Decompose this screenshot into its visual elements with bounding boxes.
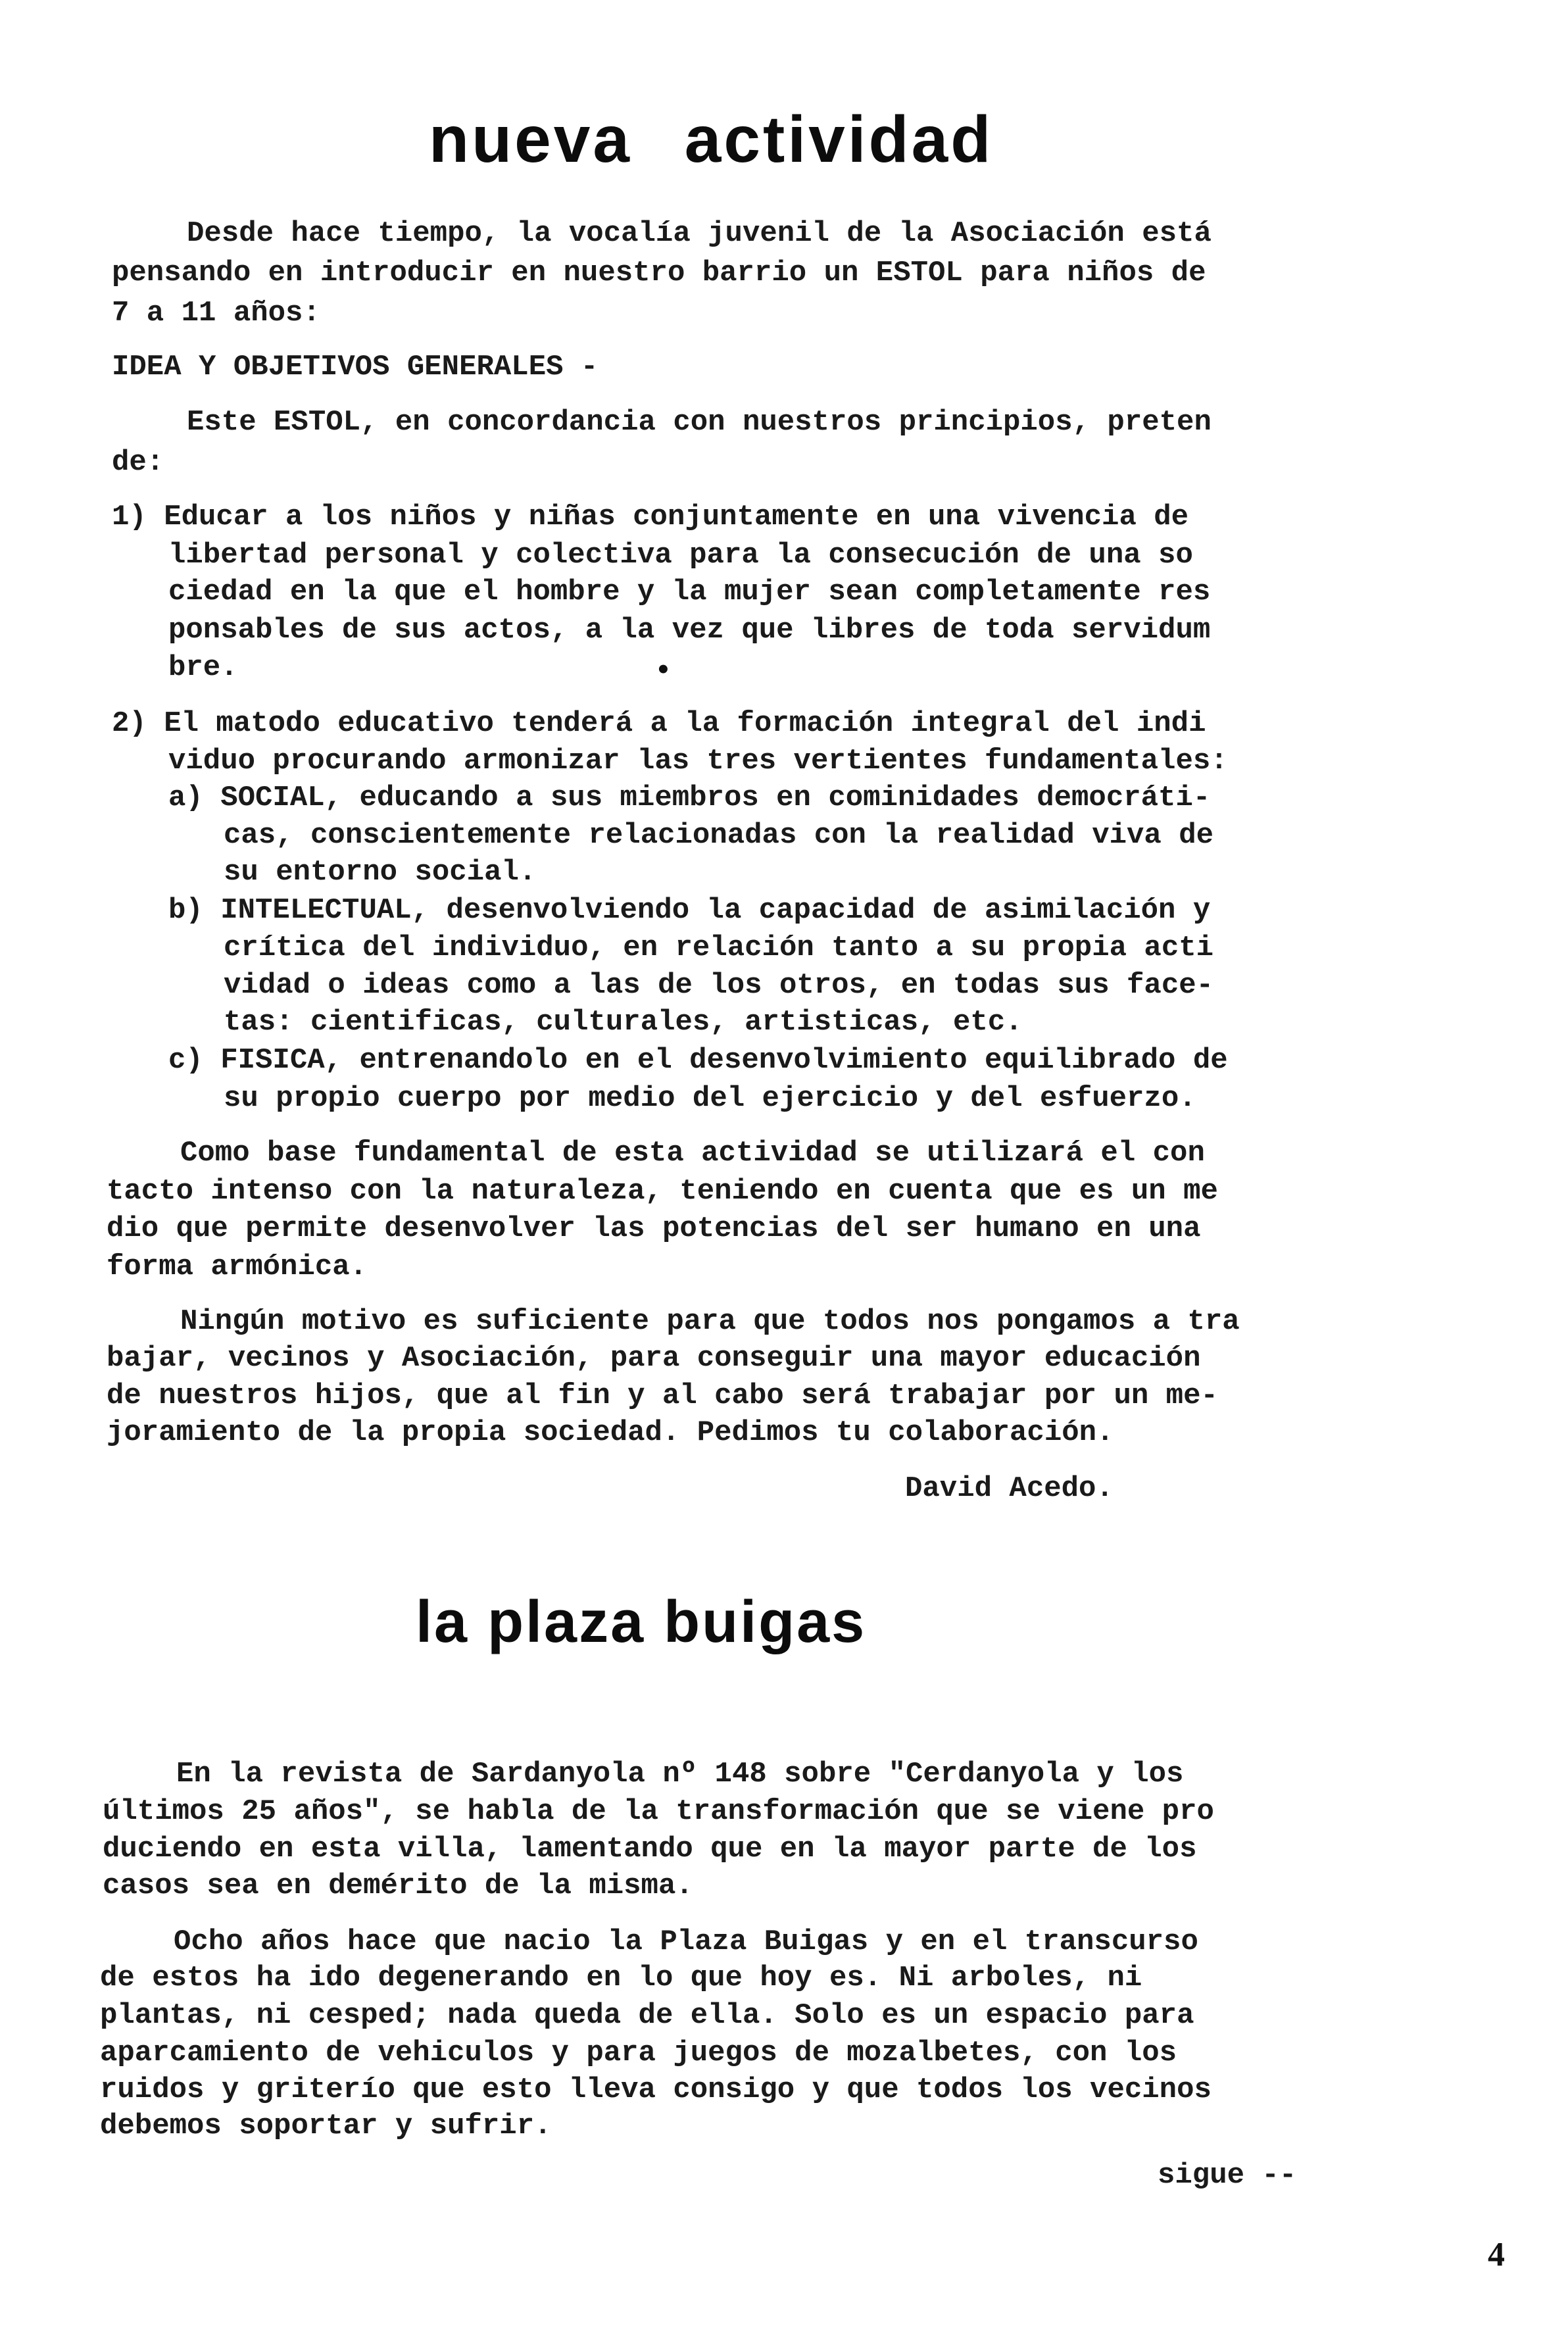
item-b-line: vidad o ideas como a las de los otros, en todas sus face-	[224, 969, 1214, 1002]
point2-line: 2) El matodo educativo tenderá a la formación integral del indi	[112, 707, 1206, 740]
intro-line: Desde hace tiempo, la vocalía juvenil de la Asociación está	[187, 217, 1212, 250]
intro-line: 7 a 11 años:	[112, 297, 320, 330]
plaza-paragraph2-line: de estos ha ido degenerando en lo que hoy es. Ni arboles, ni	[100, 1962, 1142, 1994]
item-a-line: su entorno social.	[224, 856, 537, 889]
item-c-line: c) FISICA, entrenandolo en el desenvolvimiento equilibrado de	[168, 1044, 1228, 1077]
objectives-line: Este ESTOL, en concordancia con nuestros principios, preten	[187, 406, 1212, 439]
item-a-line: cas, conscientemente relacionadas con la realidad viva de	[224, 819, 1214, 852]
plaza-paragraph1-line: casos sea en demérito de la misma.	[103, 1869, 693, 1902]
article2-title: la plaza buigas	[416, 1589, 867, 1655]
point1-line: 1) Educar a los niños y niñas conjuntamente en una vivencia de	[112, 501, 1189, 533]
plaza-paragraph2-line: aparcamiento de vehiculos y para juegos de mozalbetes, con los	[100, 2037, 1177, 2069]
section-heading: IDEA Y OBJETIVOS GENERALES -	[112, 351, 599, 384]
plaza-paragraph2-line: debemos soportar y sufrir.	[100, 2110, 552, 2142]
call-paragraph-line: joramiento de la propia sociedad. Pedimos tu colaboración.	[107, 1416, 1114, 1449]
point1-line: ciedad en la que el hombre y la mujer sean completamente res	[168, 576, 1211, 608]
stray-dot-mark: •	[658, 652, 669, 687]
continued-note: sigue --	[1158, 2159, 1297, 2192]
signature: David Acedo.	[905, 1472, 1114, 1505]
base-paragraph-line: Como base fundamental de esta actividad se utilizará el con	[180, 1137, 1205, 1170]
call-paragraph-line: bajar, vecinos y Asociación, para conseguir una mayor educación	[107, 1342, 1201, 1375]
page-number: 4	[1488, 2236, 1505, 2273]
plaza-paragraph2-line: plantas, ni cesped; nada queda de ella. Solo es un espacio para	[100, 1999, 1194, 2032]
base-paragraph-line: forma armónica.	[107, 1250, 368, 1283]
plaza-paragraph2-line: ruidos y griterío que esto lleva consigo y que todos los vecinos	[100, 2073, 1212, 2106]
base-paragraph-line: tacto intenso con la naturaleza, teniendo en cuenta que es un me	[107, 1175, 1218, 1208]
item-b-line: crítica del individuo, en relación tanto a su propia acti	[224, 931, 1214, 964]
item-b-line: b) INTELECTUAL, desenvolviendo la capacidad de asimilación y	[168, 894, 1211, 927]
plaza-paragraph2-line: Ocho años hace que nacio la Plaza Buigas y en el transcurso	[174, 1925, 1198, 1958]
intro-line: pensando en introducir en nuestro barrio un ESTOL para niños de	[112, 257, 1206, 289]
item-a-line: a) SOCIAL, educando a sus miembros en cominidades democráti-	[168, 781, 1211, 814]
call-paragraph-line: de nuestros hijos, que al fin y al cabo será trabajar por un me-	[107, 1379, 1218, 1412]
point2-line: viduo procurando armonizar las tres vertientes fundamentales:	[168, 745, 1228, 778]
base-paragraph-line: dio que permite desenvolver las potencias del ser humano en una	[107, 1212, 1201, 1245]
plaza-paragraph1-line: duciendo en esta villa, lamentando que en la mayor parte de los	[103, 1833, 1197, 1866]
point1-line: bre.	[168, 651, 238, 684]
point1-line: ponsables de sus actos, a la vez que libres de toda servidum	[168, 614, 1211, 647]
plaza-paragraph1-line: En la revista de Sardanyola nº 148 sobre "Cerdanyola y los	[176, 1758, 1184, 1791]
article1-title: nueva actividad	[429, 103, 994, 176]
call-paragraph-line: Ningún motivo es suficiente para que todos nos pongamos a tra	[180, 1305, 1240, 1338]
item-c-line: su propio cuerpo por medio del ejercicio y del esfuerzo.	[224, 1082, 1196, 1115]
point1-line: libertad personal y colectiva para la consecución de una so	[168, 539, 1193, 572]
objectives-line: de:	[112, 446, 164, 479]
plaza-paragraph1-line: últimos 25 años", se habla de la transformación que se viene pro	[103, 1795, 1214, 1828]
item-b-line: tas: cientificas, culturales, artisticas, etc.	[224, 1006, 1023, 1039]
